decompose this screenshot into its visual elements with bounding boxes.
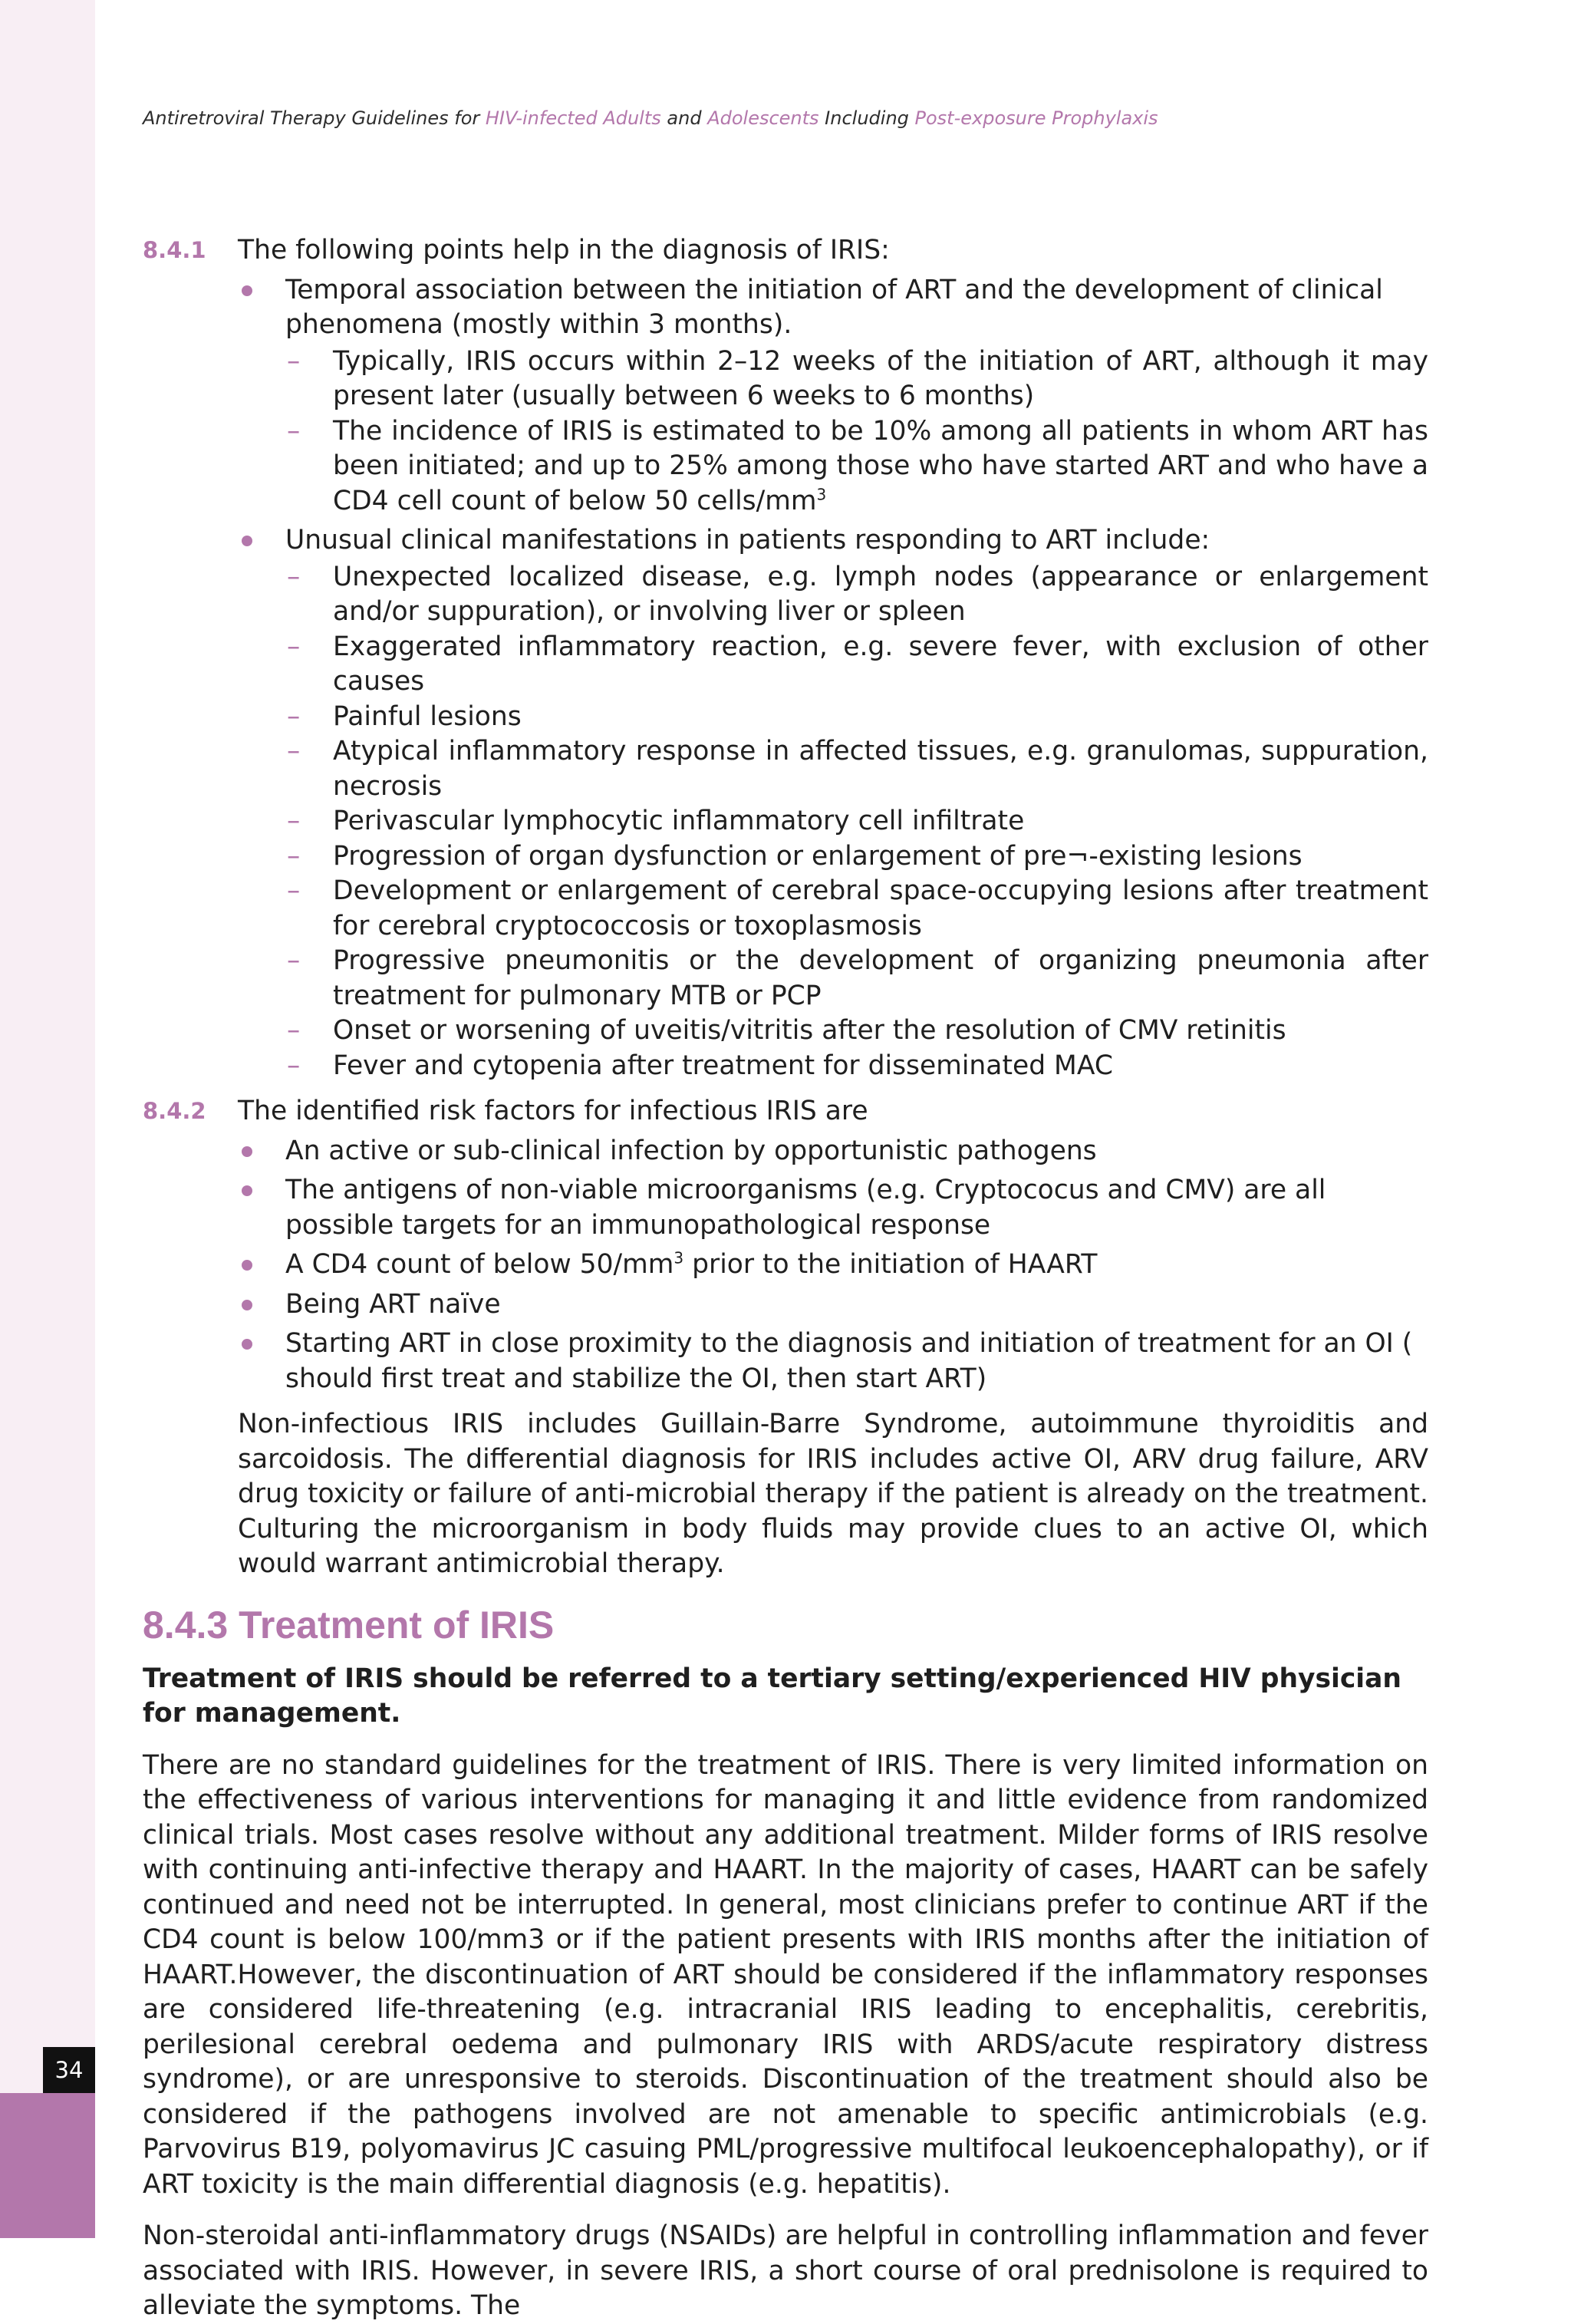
list-item (285, 1287, 1428, 1323)
section-intro: The identified risk factors for infectious IRIS are (238, 1096, 868, 1126)
list-item (285, 273, 1428, 519)
running-header (143, 107, 1158, 129)
header-highlight: Post-exposure Prophylaxis (914, 107, 1158, 129)
sub-list-item (287, 630, 1428, 700)
dash-icon: – (287, 840, 301, 872)
bullet-text: prior to the initiation of HAART (683, 1249, 1098, 1280)
section-heading: 8.4.3 Treatment of IRIS (143, 1603, 555, 1647)
sub-item-text: Exaggerated inflammatory reaction, e.g. severe fever, with exclusion of other causes (333, 631, 1428, 697)
bullet-text: An active or sub-clinical infection by opportunistic pathogens (285, 1135, 1097, 1166)
superscript: 3 (816, 485, 827, 503)
bullet-icon (242, 1185, 252, 1196)
header-highlight: Adolescents (707, 107, 819, 129)
sub-item-text: The incidence of IRIS is estimated to be 10% among all patients in whom ART has been initiated; and up to 25% among those who have started ART and who have a CD4 cell count of below 50 cells/mm (333, 415, 1428, 516)
dash-icon: – (287, 875, 301, 906)
dash-icon: – (287, 736, 301, 766)
dash-icon: – (287, 415, 301, 447)
bullet-text: Being ART naïve (285, 1288, 501, 1320)
sub-list-item (287, 700, 1428, 735)
sub-item-text: Progressive pneumonitis or the development of organizing pneumonia after treatment for pulmonary MTB or PCP (333, 945, 1428, 1011)
list-item (285, 1134, 1428, 1169)
sub-list-item (287, 734, 1428, 804)
section-number: 8.4.2 (143, 1098, 206, 1124)
bullet-list (143, 273, 1428, 1084)
page-content (143, 233, 1428, 2324)
bullet-icon (242, 1300, 252, 1310)
header-text: Including (818, 107, 915, 129)
sub-item-text: Progression of organ dysfunction or enlargement of pre¬-existing lesions (333, 840, 1303, 872)
dash-icon: – (287, 1050, 301, 1081)
list-item (285, 1327, 1428, 1396)
bold-statement: Treatment of IRIS should be referred to a tertiary setting/experienced HIV physician for management. (143, 1663, 1401, 1729)
section-number: 8.4.1 (143, 237, 206, 263)
bullet-icon (242, 285, 252, 296)
list-item (285, 523, 1428, 1083)
section-8-4-1 (143, 233, 1428, 269)
section-8-4-2 (143, 1094, 1428, 1129)
sub-item-text: Fever and cytopenia after treatment for disseminated MAC (333, 1050, 1113, 1081)
left-accent-bar (0, 2093, 95, 2238)
sub-list-item (287, 560, 1428, 630)
paragraph: There are no standard guidelines for the treatment of IRIS. There is very limited information on the effectiveness of various interventions for managing it and little evidence from randomized clinical trials. Most cases resolve without any additional treatment. Milder forms of IRIS resolve with continuing anti-infective therapy and HAART. In the majority of cases, HAART can be safely continued and need not be interrupted. In general, most clinicians prefer to continue ART if the CD4 count is below 100/mm3 or if the patient presents with IRIS months after the initiation of HAART.However, the discontinuation of ART should be considered if the inflammatory responses are considered life-threatening (e.g. intracranial IRIS leading to encephalitis, cerebritis, perilesional cerebral oedema and pulmonary IRIS with ARDS/acute respiratory distress syndrome), or are unresponsive to steroids. Discontinuation of the treatment should also be considered if the pathogens involved are not amenable to specific antimicrobials (e.g. Parvovirus B19, polyomavirus JC casuing PML/progressive multifocal leukoencephalopathy), or if ART toxicity is the main differential diagnosis (e.g. hepatitis). (143, 1749, 1428, 2200)
sub-list-item (287, 1049, 1428, 1084)
bullet-text: Temporal association between the initiation of ART and the development of clinical phenomena (mostly within 3 months). (285, 274, 1383, 340)
sub-list-item (287, 874, 1428, 944)
sub-list-item (287, 839, 1428, 875)
dash-icon: – (287, 700, 301, 732)
bullet-icon (242, 1339, 252, 1350)
bullet-text: Unusual clinical manifestations in patients responding to ART include: (285, 525, 1210, 555)
dash-icon: – (287, 631, 301, 662)
page-number: 34 (43, 2047, 95, 2093)
list-item (285, 1248, 1428, 1283)
sub-item-text: Typically, IRIS occurs within 2–12 weeks of the initiation of ART, although it may present later (usually between 6 weeks to 6 months) (333, 345, 1428, 411)
list-item (285, 1173, 1428, 1243)
sub-list-item (287, 414, 1428, 519)
sub-item-text: Onset or worsening of uveitis/vitritis after the resolution of CMV retinitis (333, 1015, 1286, 1046)
header-text: Antiretroviral Therapy Guidelines for (143, 107, 486, 129)
sub-item-text: Development or enlargement of cerebral space-occupying lesions after treatment for cerebral cryptococcosis or toxoplasmosis (333, 875, 1428, 941)
section-intro: The following points help in the diagnosis of IRIS: (238, 235, 890, 265)
sub-list (285, 344, 1428, 519)
sub-item-text: Perivascular lymphocytic inflammatory cell infiltrate (333, 806, 1025, 836)
dash-icon: – (287, 945, 301, 976)
bullet-list (143, 1134, 1428, 1397)
sub-list (285, 560, 1428, 1084)
dash-icon: – (287, 1015, 301, 1046)
dash-icon: – (287, 561, 301, 592)
paragraph: Non-steroidal anti-inflammatory drugs (NSAIDs) are helpful in controlling inflammation and fever associated with IRIS. However, in severe IRIS, a short course of oral prednisolone is required to alleviate the symptoms. The (143, 2220, 1428, 2321)
sub-list-item (287, 944, 1428, 1014)
sub-list-item (287, 804, 1428, 839)
bullet-text: Starting ART in close proximity to the diagnosis and initiation of treatment for an OI ( should first treat and stabilize the OI, then start ART) (285, 1328, 1413, 1394)
bullet-text: The antigens of non-viable microorganisms (e.g. Cryptococus and CMV) are all possible targets for an immunopathological response (285, 1175, 1326, 1241)
sub-item-text: Atypical inflammatory response in affected tissues, e.g. granulomas, suppuration, necrosis (333, 736, 1428, 802)
sub-item-text: Painful lesions (333, 700, 522, 732)
sub-list-item (287, 344, 1428, 414)
sub-item-text: Unexpected localized disease, e.g. lymph nodes (appearance or enlargement and/or suppuration), or involving liver or spleen (333, 561, 1428, 627)
dash-icon: – (287, 806, 301, 836)
paragraph: Non-infectious IRIS includes Guillain-Barre Syndrome, autoimmune thyroiditis and sarcoidosis. The differential diagnosis for IRIS includes active OI, ARV drug failure, ARV drug toxicity or failure of anti-microbial therapy if the patient is already on the treatment. Culturing the microorganism in body fluids may provide clues to an active OI, which would warrant antimicrobial therapy. (238, 1409, 1428, 1579)
left-margin-strip (0, 0, 95, 2238)
dash-icon: – (287, 345, 301, 377)
superscript: 3 (674, 1248, 684, 1267)
bullet-icon (242, 1146, 252, 1157)
bullet-icon (242, 1260, 252, 1271)
bullet-icon (242, 536, 252, 546)
sub-list-item (287, 1014, 1428, 1049)
header-highlight: HIV-infected Adults (485, 107, 661, 129)
bullet-text: A CD4 count of below 50/mm (285, 1249, 674, 1280)
header-text: and (660, 107, 708, 129)
